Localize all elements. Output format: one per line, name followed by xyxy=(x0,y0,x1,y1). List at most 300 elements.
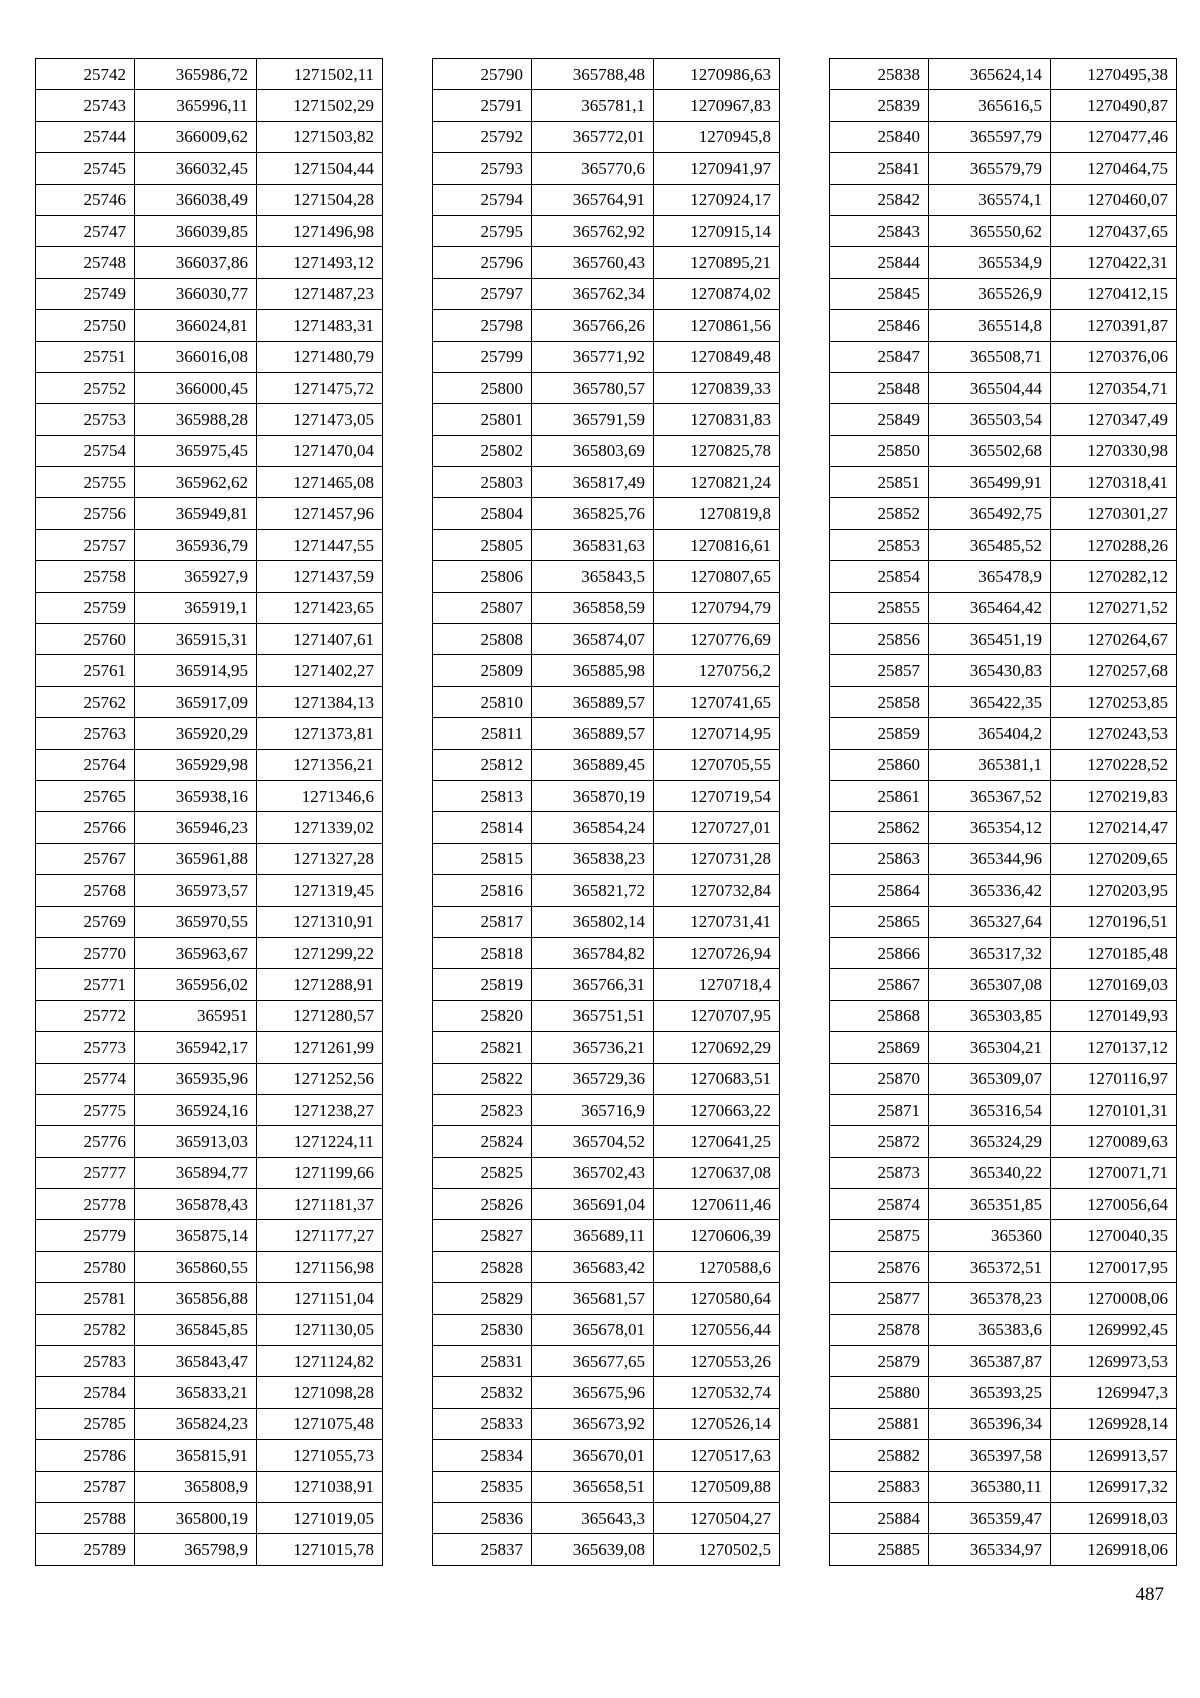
y-coordinate-cell: 1270732,84 xyxy=(654,875,780,906)
x-coordinate-cell: 365973,57 xyxy=(135,875,257,906)
x-coordinate-cell: 365716,9 xyxy=(532,1094,654,1125)
x-coordinate-cell: 365838,23 xyxy=(532,843,654,874)
point-number-cell: 25824 xyxy=(433,1126,532,1157)
table-row xyxy=(433,906,780,937)
point-number-cell: 25840 xyxy=(830,121,929,152)
table-row xyxy=(433,1502,780,1533)
x-coordinate-cell: 365845,85 xyxy=(135,1314,257,1345)
point-number-cell: 25823 xyxy=(433,1094,532,1125)
y-coordinate-cell: 1270149,93 xyxy=(1051,1000,1177,1031)
x-coordinate-cell: 365854,24 xyxy=(532,812,654,843)
y-coordinate-cell: 1270243,53 xyxy=(1051,718,1177,749)
x-coordinate-cell: 366032,45 xyxy=(135,153,257,184)
point-number-cell: 25770 xyxy=(36,937,135,968)
table-row xyxy=(830,121,1177,152)
x-coordinate-cell: 365372,51 xyxy=(929,1251,1051,1282)
x-coordinate-cell: 366039,85 xyxy=(135,215,257,246)
point-number-cell: 25757 xyxy=(36,529,135,560)
x-coordinate-cell: 365762,34 xyxy=(532,278,654,309)
table-body xyxy=(36,59,383,1566)
table-row xyxy=(433,624,780,655)
y-coordinate-cell: 1271339,02 xyxy=(257,812,383,843)
table-row xyxy=(433,341,780,372)
x-coordinate-cell: 365307,08 xyxy=(929,969,1051,1000)
point-number-cell: 25885 xyxy=(830,1534,929,1565)
table-row xyxy=(830,875,1177,906)
table-row xyxy=(36,467,383,498)
table-row xyxy=(830,812,1177,843)
point-number-cell: 25752 xyxy=(36,372,135,403)
y-coordinate-cell: 1271502,11 xyxy=(257,59,383,90)
table-row xyxy=(830,906,1177,937)
y-coordinate-cell: 1270849,48 xyxy=(654,341,780,372)
point-number-cell: 25835 xyxy=(433,1471,532,1502)
y-coordinate-cell: 1271199,66 xyxy=(257,1157,383,1188)
y-coordinate-cell: 1271181,37 xyxy=(257,1189,383,1220)
x-coordinate-cell: 365946,23 xyxy=(135,812,257,843)
table-row xyxy=(433,1032,780,1063)
table-row xyxy=(36,875,383,906)
table-row xyxy=(36,1251,383,1282)
x-coordinate-cell: 365340,22 xyxy=(929,1157,1051,1188)
point-number-cell: 25819 xyxy=(433,969,532,1000)
y-coordinate-cell: 1270196,51 xyxy=(1051,906,1177,937)
point-number-cell: 25820 xyxy=(433,1000,532,1031)
y-coordinate-cell: 1270831,83 xyxy=(654,404,780,435)
x-coordinate-cell: 365316,54 xyxy=(929,1094,1051,1125)
y-coordinate-cell: 1269973,53 xyxy=(1051,1346,1177,1377)
y-coordinate-cell: 1270692,29 xyxy=(654,1032,780,1063)
y-coordinate-cell: 1271319,45 xyxy=(257,875,383,906)
point-number-cell: 25791 xyxy=(433,90,532,121)
x-coordinate-cell: 365970,55 xyxy=(135,906,257,937)
point-number-cell: 25878 xyxy=(830,1314,929,1345)
table-row xyxy=(36,1377,383,1408)
table-row xyxy=(433,718,780,749)
point-number-cell: 25790 xyxy=(433,59,532,90)
table-row xyxy=(830,153,1177,184)
point-number-cell: 25867 xyxy=(830,969,929,1000)
point-number-cell: 25876 xyxy=(830,1251,929,1282)
point-number-cell: 25773 xyxy=(36,1032,135,1063)
table-row xyxy=(36,749,383,780)
table-row xyxy=(830,686,1177,717)
table-row xyxy=(36,624,383,655)
x-coordinate-cell: 365579,79 xyxy=(929,153,1051,184)
y-coordinate-cell: 1271238,27 xyxy=(257,1094,383,1125)
table-row xyxy=(433,372,780,403)
y-coordinate-cell: 1270663,22 xyxy=(654,1094,780,1125)
table-row xyxy=(433,1314,780,1345)
point-number-cell: 25857 xyxy=(830,655,929,686)
table-row xyxy=(433,1408,780,1439)
table-row xyxy=(433,812,780,843)
point-number-cell: 25807 xyxy=(433,592,532,623)
x-coordinate-cell: 365951 xyxy=(135,1000,257,1031)
x-coordinate-cell: 365303,85 xyxy=(929,1000,1051,1031)
point-number-cell: 25831 xyxy=(433,1346,532,1377)
y-coordinate-cell: 1271407,61 xyxy=(257,624,383,655)
coordinates-table-2 xyxy=(432,58,780,1566)
table-row xyxy=(36,529,383,560)
table-row xyxy=(830,1126,1177,1157)
table-row xyxy=(36,310,383,341)
table-row xyxy=(433,1220,780,1251)
y-coordinate-cell: 1270986,63 xyxy=(654,59,780,90)
table-row xyxy=(36,1314,383,1345)
x-coordinate-cell: 366024,81 xyxy=(135,310,257,341)
y-coordinate-cell: 1270219,83 xyxy=(1051,780,1177,811)
table-row xyxy=(830,215,1177,246)
table-row xyxy=(36,1063,383,1094)
x-coordinate-cell: 365504,44 xyxy=(929,372,1051,403)
x-coordinate-cell: 365304,21 xyxy=(929,1032,1051,1063)
point-number-cell: 25798 xyxy=(433,310,532,341)
table-row xyxy=(830,498,1177,529)
x-coordinate-cell: 365396,34 xyxy=(929,1408,1051,1439)
x-coordinate-cell: 365387,87 xyxy=(929,1346,1051,1377)
table-row xyxy=(830,969,1177,1000)
x-coordinate-cell: 365791,59 xyxy=(532,404,654,435)
y-coordinate-cell: 1270825,78 xyxy=(654,435,780,466)
table-row xyxy=(36,247,383,278)
y-coordinate-cell: 1270719,54 xyxy=(654,780,780,811)
x-coordinate-cell: 365843,47 xyxy=(135,1346,257,1377)
y-coordinate-cell: 1270915,14 xyxy=(654,215,780,246)
point-number-cell: 25802 xyxy=(433,435,532,466)
point-number-cell: 25864 xyxy=(830,875,929,906)
point-number-cell: 25781 xyxy=(36,1283,135,1314)
x-coordinate-cell: 365856,88 xyxy=(135,1283,257,1314)
y-coordinate-cell: 1270502,5 xyxy=(654,1534,780,1565)
table-row xyxy=(830,780,1177,811)
y-coordinate-cell: 1270517,63 xyxy=(654,1440,780,1471)
table-row xyxy=(36,1032,383,1063)
table-row xyxy=(830,310,1177,341)
point-number-cell: 25841 xyxy=(830,153,929,184)
x-coordinate-cell: 365336,42 xyxy=(929,875,1051,906)
x-coordinate-cell: 365889,57 xyxy=(532,718,654,749)
table-row xyxy=(36,498,383,529)
x-coordinate-cell: 365815,91 xyxy=(135,1440,257,1471)
point-number-cell: 25812 xyxy=(433,749,532,780)
y-coordinate-cell: 1270490,87 xyxy=(1051,90,1177,121)
x-coordinate-cell: 365764,91 xyxy=(532,184,654,215)
x-coordinate-cell: 365729,36 xyxy=(532,1063,654,1094)
x-coordinate-cell: 365894,77 xyxy=(135,1157,257,1188)
x-coordinate-cell: 366037,86 xyxy=(135,247,257,278)
table-row xyxy=(433,1000,780,1031)
x-coordinate-cell: 365936,79 xyxy=(135,529,257,560)
x-coordinate-cell: 365798,9 xyxy=(135,1534,257,1565)
table-row xyxy=(36,561,383,592)
y-coordinate-cell: 1271356,21 xyxy=(257,749,383,780)
x-coordinate-cell: 365771,92 xyxy=(532,341,654,372)
y-coordinate-cell: 1271156,98 xyxy=(257,1251,383,1282)
table-row xyxy=(830,1283,1177,1314)
point-number-cell: 25762 xyxy=(36,686,135,717)
table-row xyxy=(36,718,383,749)
x-coordinate-cell: 365430,83 xyxy=(929,655,1051,686)
table-row xyxy=(830,435,1177,466)
point-number-cell: 25853 xyxy=(830,529,929,560)
coordinates-table-3 xyxy=(829,58,1177,1566)
y-coordinate-cell: 1270731,41 xyxy=(654,906,780,937)
point-number-cell: 25756 xyxy=(36,498,135,529)
y-coordinate-cell: 1270580,64 xyxy=(654,1283,780,1314)
table-row xyxy=(830,624,1177,655)
x-coordinate-cell: 365485,52 xyxy=(929,529,1051,560)
table-row xyxy=(830,467,1177,498)
y-coordinate-cell: 1270116,97 xyxy=(1051,1063,1177,1094)
y-coordinate-cell: 1270924,17 xyxy=(654,184,780,215)
x-coordinate-cell: 365492,75 xyxy=(929,498,1051,529)
table-row xyxy=(433,153,780,184)
point-number-cell: 25814 xyxy=(433,812,532,843)
table-row xyxy=(433,592,780,623)
table-row xyxy=(830,655,1177,686)
point-number-cell: 25769 xyxy=(36,906,135,937)
x-coordinate-cell: 365503,54 xyxy=(929,404,1051,435)
point-number-cell: 25776 xyxy=(36,1126,135,1157)
point-number-cell: 25751 xyxy=(36,341,135,372)
y-coordinate-cell: 1270641,25 xyxy=(654,1126,780,1157)
y-coordinate-cell: 1270776,69 xyxy=(654,624,780,655)
point-number-cell: 25879 xyxy=(830,1346,929,1377)
table-row xyxy=(36,1189,383,1220)
table-row xyxy=(36,906,383,937)
point-number-cell: 25856 xyxy=(830,624,929,655)
table-row xyxy=(830,1408,1177,1439)
table-row xyxy=(433,1251,780,1282)
y-coordinate-cell: 1270794,79 xyxy=(654,592,780,623)
point-number-cell: 25745 xyxy=(36,153,135,184)
x-coordinate-cell: 365324,29 xyxy=(929,1126,1051,1157)
table-row xyxy=(433,435,780,466)
table-row xyxy=(36,90,383,121)
point-number-cell: 25758 xyxy=(36,561,135,592)
x-coordinate-cell: 365616,5 xyxy=(929,90,1051,121)
point-number-cell: 25845 xyxy=(830,278,929,309)
point-number-cell: 25884 xyxy=(830,1502,929,1533)
table-row xyxy=(433,1063,780,1094)
point-number-cell: 25753 xyxy=(36,404,135,435)
table-row xyxy=(36,592,383,623)
y-coordinate-cell: 1271487,23 xyxy=(257,278,383,309)
y-coordinate-cell: 1270017,95 xyxy=(1051,1251,1177,1282)
x-coordinate-cell: 365770,6 xyxy=(532,153,654,184)
point-number-cell: 25784 xyxy=(36,1377,135,1408)
x-coordinate-cell: 365885,98 xyxy=(532,655,654,686)
point-number-cell: 25792 xyxy=(433,121,532,152)
y-coordinate-cell: 1270714,95 xyxy=(654,718,780,749)
x-coordinate-cell: 365889,45 xyxy=(532,749,654,780)
point-number-cell: 25850 xyxy=(830,435,929,466)
table-row xyxy=(830,59,1177,90)
point-number-cell: 25808 xyxy=(433,624,532,655)
y-coordinate-cell: 1270282,12 xyxy=(1051,561,1177,592)
table-row xyxy=(830,278,1177,309)
x-coordinate-cell: 365383,6 xyxy=(929,1314,1051,1345)
y-coordinate-cell: 1271496,98 xyxy=(257,215,383,246)
point-number-cell: 25866 xyxy=(830,937,929,968)
y-coordinate-cell: 1270137,12 xyxy=(1051,1032,1177,1063)
x-coordinate-cell: 365526,9 xyxy=(929,278,1051,309)
x-coordinate-cell: 366016,08 xyxy=(135,341,257,372)
y-coordinate-cell: 1270101,31 xyxy=(1051,1094,1177,1125)
y-coordinate-cell: 1270611,46 xyxy=(654,1189,780,1220)
table-row xyxy=(433,1094,780,1125)
y-coordinate-cell: 1271447,55 xyxy=(257,529,383,560)
x-coordinate-cell: 366030,77 xyxy=(135,278,257,309)
point-number-cell: 25805 xyxy=(433,529,532,560)
table-row xyxy=(433,655,780,686)
table-row xyxy=(830,90,1177,121)
point-number-cell: 25858 xyxy=(830,686,929,717)
x-coordinate-cell: 365875,14 xyxy=(135,1220,257,1251)
y-coordinate-cell: 1270637,08 xyxy=(654,1157,780,1188)
table-row xyxy=(433,1440,780,1471)
point-number-cell: 25833 xyxy=(433,1408,532,1439)
x-coordinate-cell: 365924,16 xyxy=(135,1094,257,1125)
x-coordinate-cell: 365677,65 xyxy=(532,1346,654,1377)
table-row xyxy=(433,184,780,215)
y-coordinate-cell: 1270209,65 xyxy=(1051,843,1177,874)
x-coordinate-cell: 365691,04 xyxy=(532,1189,654,1220)
y-coordinate-cell: 1270509,88 xyxy=(654,1471,780,1502)
y-coordinate-cell: 1269992,45 xyxy=(1051,1314,1177,1345)
y-coordinate-cell: 1270056,64 xyxy=(1051,1189,1177,1220)
table-row xyxy=(433,1157,780,1188)
point-number-cell: 25760 xyxy=(36,624,135,655)
x-coordinate-cell: 365824,23 xyxy=(135,1408,257,1439)
x-coordinate-cell: 365550,62 xyxy=(929,215,1051,246)
point-number-cell: 25778 xyxy=(36,1189,135,1220)
point-number-cell: 25846 xyxy=(830,310,929,341)
table-row xyxy=(433,780,780,811)
y-coordinate-cell: 1270228,52 xyxy=(1051,749,1177,780)
y-coordinate-cell: 1270861,56 xyxy=(654,310,780,341)
y-coordinate-cell: 1271098,28 xyxy=(257,1377,383,1408)
point-number-cell: 25851 xyxy=(830,467,929,498)
y-coordinate-cell: 1270253,85 xyxy=(1051,686,1177,717)
point-number-cell: 25793 xyxy=(433,153,532,184)
x-coordinate-cell: 365831,63 xyxy=(532,529,654,560)
y-coordinate-cell: 1270437,65 xyxy=(1051,215,1177,246)
x-coordinate-cell: 365499,91 xyxy=(929,467,1051,498)
point-number-cell: 25860 xyxy=(830,749,929,780)
x-coordinate-cell: 365381,1 xyxy=(929,749,1051,780)
x-coordinate-cell: 365874,07 xyxy=(532,624,654,655)
point-number-cell: 25825 xyxy=(433,1157,532,1188)
point-number-cell: 25777 xyxy=(36,1157,135,1188)
table-row xyxy=(830,1220,1177,1251)
point-number-cell: 25830 xyxy=(433,1314,532,1345)
x-coordinate-cell: 365689,11 xyxy=(532,1220,654,1251)
y-coordinate-cell: 1271457,96 xyxy=(257,498,383,529)
x-coordinate-cell: 365334,97 xyxy=(929,1534,1051,1565)
y-coordinate-cell: 1270264,67 xyxy=(1051,624,1177,655)
y-coordinate-cell: 1271019,05 xyxy=(257,1502,383,1533)
y-coordinate-cell: 1271261,99 xyxy=(257,1032,383,1063)
y-coordinate-cell: 1271373,81 xyxy=(257,718,383,749)
x-coordinate-cell: 365915,31 xyxy=(135,624,257,655)
y-coordinate-cell: 1270008,06 xyxy=(1051,1283,1177,1314)
table-row xyxy=(830,404,1177,435)
point-number-cell: 25780 xyxy=(36,1251,135,1282)
table-row xyxy=(433,121,780,152)
table-row xyxy=(36,184,383,215)
table-row xyxy=(830,1157,1177,1188)
table-row xyxy=(36,59,383,90)
table-row xyxy=(433,1189,780,1220)
x-coordinate-cell: 365800,19 xyxy=(135,1502,257,1533)
point-number-cell: 25872 xyxy=(830,1126,929,1157)
x-coordinate-cell: 365766,26 xyxy=(532,310,654,341)
y-coordinate-cell: 1270807,65 xyxy=(654,561,780,592)
table-row xyxy=(36,278,383,309)
y-coordinate-cell: 1270318,41 xyxy=(1051,467,1177,498)
table-row xyxy=(830,1094,1177,1125)
table-row xyxy=(433,1471,780,1502)
point-number-cell: 25826 xyxy=(433,1189,532,1220)
y-coordinate-cell: 1270203,95 xyxy=(1051,875,1177,906)
table-row xyxy=(830,247,1177,278)
y-coordinate-cell: 1270464,75 xyxy=(1051,153,1177,184)
point-number-cell: 25870 xyxy=(830,1063,929,1094)
point-number-cell: 25811 xyxy=(433,718,532,749)
table-row xyxy=(433,310,780,341)
y-coordinate-cell: 1271038,91 xyxy=(257,1471,383,1502)
x-coordinate-cell: 365317,32 xyxy=(929,937,1051,968)
table-row xyxy=(433,467,780,498)
x-coordinate-cell: 365464,42 xyxy=(929,592,1051,623)
point-number-cell: 25744 xyxy=(36,121,135,152)
x-coordinate-cell: 365678,01 xyxy=(532,1314,654,1345)
y-coordinate-cell: 1270271,52 xyxy=(1051,592,1177,623)
x-coordinate-cell: 365683,42 xyxy=(532,1251,654,1282)
table-row xyxy=(433,247,780,278)
table-row xyxy=(830,592,1177,623)
point-number-cell: 25742 xyxy=(36,59,135,90)
y-coordinate-cell: 1270707,95 xyxy=(654,1000,780,1031)
y-coordinate-cell: 1269918,06 xyxy=(1051,1534,1177,1565)
y-coordinate-cell: 1270816,61 xyxy=(654,529,780,560)
table-row xyxy=(433,278,780,309)
point-number-cell: 25771 xyxy=(36,969,135,1000)
point-number-cell: 25767 xyxy=(36,843,135,874)
y-coordinate-cell: 1271503,82 xyxy=(257,121,383,152)
x-coordinate-cell: 365914,95 xyxy=(135,655,257,686)
point-number-cell: 25815 xyxy=(433,843,532,874)
table-body xyxy=(830,59,1177,1566)
x-coordinate-cell: 365963,67 xyxy=(135,937,257,968)
y-coordinate-cell: 1271015,78 xyxy=(257,1534,383,1565)
point-number-cell: 25882 xyxy=(830,1440,929,1471)
x-coordinate-cell: 365574,1 xyxy=(929,184,1051,215)
y-coordinate-cell: 1270874,02 xyxy=(654,278,780,309)
table-row xyxy=(36,812,383,843)
point-number-cell: 25854 xyxy=(830,561,929,592)
x-coordinate-cell: 365327,64 xyxy=(929,906,1051,937)
x-coordinate-cell: 365949,81 xyxy=(135,498,257,529)
table-row xyxy=(830,1000,1177,1031)
y-coordinate-cell: 1271280,57 xyxy=(257,1000,383,1031)
x-coordinate-cell: 365393,25 xyxy=(929,1377,1051,1408)
x-coordinate-cell: 365354,12 xyxy=(929,812,1051,843)
point-number-cell: 25779 xyxy=(36,1220,135,1251)
point-number-cell: 25803 xyxy=(433,467,532,498)
